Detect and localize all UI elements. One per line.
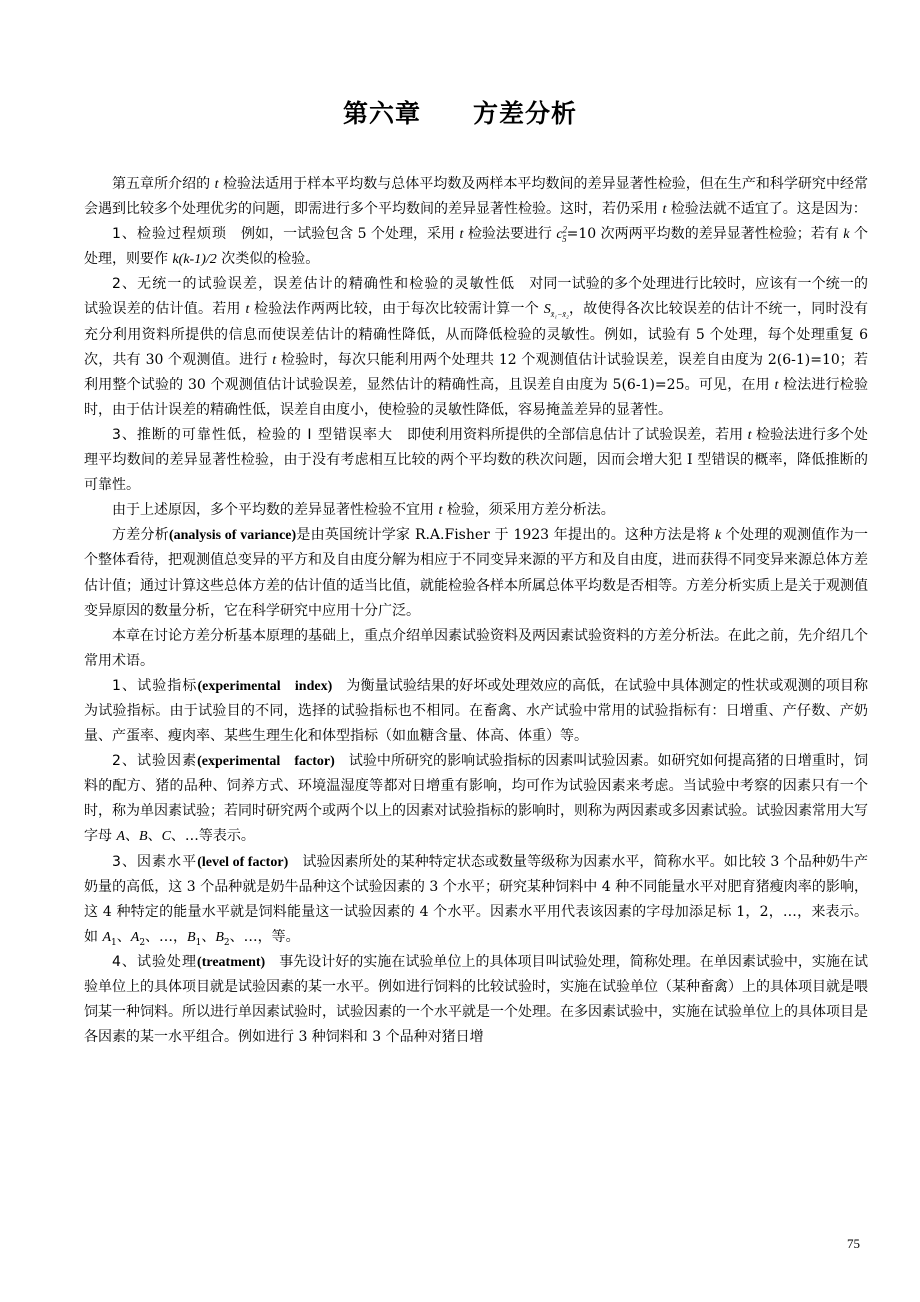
pair-count-formula: k(k-1)/2 bbox=[172, 252, 217, 268]
term-2-heading: 2、试验因素 bbox=[112, 753, 198, 770]
term-1-paragraph: 1、试验指标(experimental index) 为衡量试验结果的好坏或处理效应的高低，在试验中具体测定的性状或观测的项目称为试验指标。由于试验目的不同，选择的试验指标也不相同。在畜禽、水产试验中常用的试验指标有：日增重、产仔数、产奶量、产蛋率、瘦肉率、某些生理生化和体型指标（如血糖含量、体高、体重）等。 bbox=[84, 677, 868, 745]
page-number: 75 bbox=[847, 1236, 860, 1251]
term-3-paragraph: 3、因素水平(level of factor) 试验因素所处的某种特定状态或数量等级称为因素水平，简称水平。如比较 3 个品种奶牛产奶量的高低，这 3 个品种就是奶牛品种这个试验因素的 3 个水平；研究某种饲料中 4 种不同能量水平对肥育猪瘦肉率的影响，这 4 种特定的能量水平就是饲料能量这一试验因素的 4 个水平。因素水平用代表该因素的字母加添足标 1，2，…，来表示。如 $A_1$、$A_2$、…，$B_1$、$B_2$、…，等。 bbox=[84, 853, 868, 948]
combination-formula: $c^2_5$ bbox=[556, 224, 568, 244]
reason-3-heading: 3、推断的可靠性低，检验的 I 型错误率大 bbox=[112, 426, 394, 443]
intro-paragraph: 第五章所介绍的 t 检验法适用于样本平均数与总体平均数及两样本平均数间的差异显著性检验，但在生产和科学研究中经常会遇到比较多个处理优劣的问题，即需进行多个平均数间的差异显著性检验。这时，若仍采用 t 检验法就不适宜了。这是因为： bbox=[84, 176, 869, 218]
term-4-heading: 4、试验处理 bbox=[112, 953, 198, 970]
term-1-heading: 1、试验指标 bbox=[112, 677, 198, 694]
reason-2-heading: 2、无统一的试验误差，误差估计的精确性和检验的灵敏性低 bbox=[112, 276, 516, 293]
term-2-paragraph: 2、试验因素(experimental factor) 试验中所研究的影响试验指标的因素叫试验因素。如研究如何提高猪的日增重时，饲料的配方、猪的品种、饲养方式、环境温湿度等都对日增重有影响，均可作为试验因素来考虑。当试验中考察的因素只有一个时，称为单因素试验；若同时研究两个或两个以上的因素对试验指标的影响时，则称为两因素或多因素试验。试验因素常用大写字母 A、B、C、…等表示。 bbox=[84, 753, 868, 845]
conclusion-paragraph: 由于上述原因，多个平均数的差异显著性检验不宜用 t 检验，须采用方差分析法。 bbox=[112, 502, 615, 519]
term-3-heading: 3、因素水平 bbox=[112, 853, 198, 870]
anova-definition-paragraph: 方差分析(analysis of variance)是由英国统计学家 R.A.Fisher 于 1923 年提出的。这种方法是将 k 个处理的观测值作为一个整体看待，把观测值总变异的平方和及自由度分解为相应于不同变异来源的平方和及自由度，进而获得不同变异来源总体方差估计值；通过计算这些总体方差的估计值的适当比值，就能检验各样本所属总体平均数是否相等。方差分析实质上是关于观测值变异原因的数量分析，它在科学研究中应用十分广泛。 bbox=[84, 527, 869, 619]
term-4-paragraph: 4、试验处理(treatment) 事先设计好的实施在试验单位上的具体项目叫试验处理，简称处理。在单因素试验中，实施在试验单位上的具体项目就是试验因素的某一水平。例如进行饲料的比较试验时，实施在试验单位（某种畜禽）上的具体项目就是喂饲某一种饲料。所以进行单因素试验时，试验因素的一个水平就是一个处理。在多因素试验中，实施在试验单位上的具体项目是各因素的某一水平组合。例如进行 3 种饲料和 3 个品种对猪日增 bbox=[84, 953, 868, 1046]
reason-1-paragraph: 1、检验过程烦琐 例如，一试验包含 5 个处理，采用 t 检验法要进行 $c^2_5=10$ 次两两平均数的差异显著性检验；若有 k 个处理，则要作 k(k-1)/2 次类似的检验。 bbox=[84, 224, 868, 268]
reason-3-paragraph: 3、推断的可靠性低，检验的 I 型错误率大 即使利用资料所提供的全部信息估计了试验误差，若用 t 检验法进行多个处理平均数间的差异显著性检验，由于没有考虑相互比较的两个平均数的秩次问题，因而会增大犯 I 型错误的概率，降低推断的可靠性。 bbox=[84, 426, 869, 494]
page-title: 第六章 方差分析 bbox=[342, 99, 577, 128]
body-text bbox=[84, 172, 868, 1050]
reason-2-paragraph: 2、无统一的试验误差，误差估计的精确性和检验的灵敏性低 对同一试验的多个处理进行比较时，应该有一个统一的试验误差的估计值。若用 t 检验法作两两比较，由于每次比较需计算一个 $S_{x̄_1-x̄_2}$，故使得各次比较误差的估计不统一，同时没有充分利用资料所提供的信息而使误差估计的精确性降低，从而降低检验的灵敏性。例如，试验有 5 个处理，每个处理重复 6 次，共有 30 个观测值。进行 t 检验时，每次只能利用两个处理共 12 个观测值估计试验误差，误差自由度为 2(6-1)=10；若利用整个试验的 30 个观测值估计试验误差，显然估计的精确性高，且误差自由度为 5(6-1)=25。可见，在用 t 检法进行检验时，由于估计误差的精确性低，误差自由度小，使检验的灵敏性降低，容易掩盖差异的显著性。 bbox=[84, 276, 869, 418]
chapter-intro-paragraph: 本章在讨论方差分析基本原理的基础上，重点介绍单因素试验资料及两因素试验资料的方差分析法。在此之前，先介绍几个常用术语。 bbox=[84, 627, 868, 669]
reason-1-heading: 1、检验过程烦琐 bbox=[112, 226, 228, 243]
std-error-symbol: $S_{x̄_1-x̄_2}$ bbox=[543, 302, 569, 320]
